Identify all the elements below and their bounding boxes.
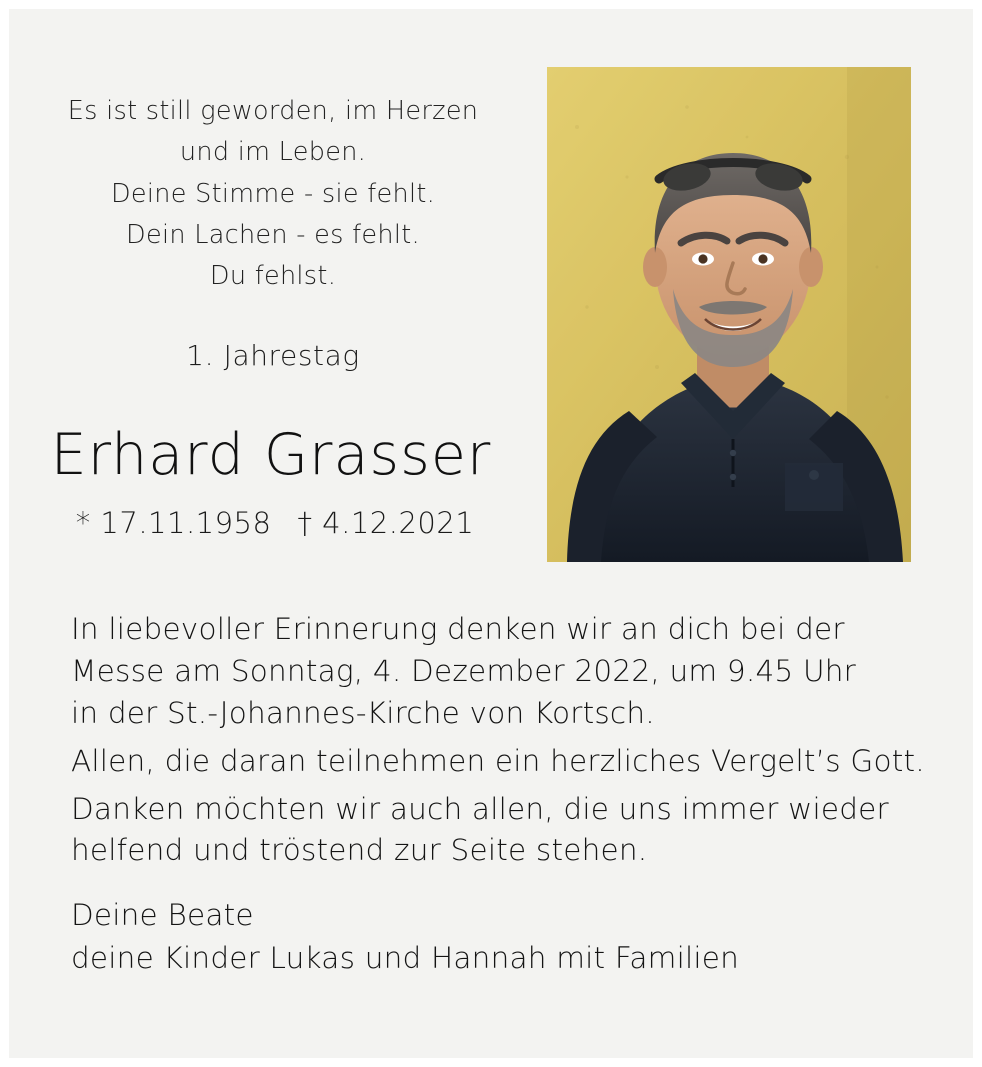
memorial-message	[71, 609, 933, 735]
signature-block	[71, 894, 933, 980]
portrait-illustration	[547, 67, 911, 562]
spacer	[71, 872, 933, 894]
birth-date: * 17.11.1958	[75, 506, 272, 540]
message-line: in der St.-Johannes-Kirche von Kortsch.	[71, 695, 655, 730]
verse-line: Es ist still geworden, im Herzen	[67, 96, 479, 126]
verse-line: und im Leben.	[179, 137, 367, 168]
life-dates	[25, 506, 525, 540]
card-top-area	[9, 9, 973, 569]
thanks-line-2: Danken möchten wir auch allen, die uns immer wieder	[71, 791, 889, 826]
signature-line: deine Kinder Lukas und Hannah mit Familien	[71, 941, 740, 976]
thanks-line-2: helfend und tröstend zur Seite stehen.	[71, 833, 648, 868]
verse-block	[33, 91, 513, 297]
death-date: † 4.12.2021	[297, 506, 475, 540]
thanks-paragraph	[71, 789, 933, 873]
message-line: In liebevoller Erinnerung denken wir an dich bei der	[71, 612, 845, 646]
anniversary-label: 1. Jahrestag	[186, 339, 360, 372]
message-line: Messe am Sonntag, 4. Dezember 2022, um 9.45 Uhr	[71, 653, 856, 688]
verse-line: Deine Stimme - sie fehlt.	[110, 178, 436, 209]
card-body-text	[71, 609, 933, 980]
verse-line: Du fehlst.	[209, 261, 337, 292]
verse-line: Dein Lachen - es fehlt.	[126, 219, 420, 250]
thanks-line: Allen, die daran teilnehmen ein herzliches Vergelt’s Gott.	[71, 743, 925, 778]
signature-line: Deine Beate	[71, 898, 254, 933]
portrait-photo	[547, 67, 911, 562]
card-inner	[9, 9, 973, 1058]
deceased-name: Erhard Grasser	[50, 422, 492, 488]
